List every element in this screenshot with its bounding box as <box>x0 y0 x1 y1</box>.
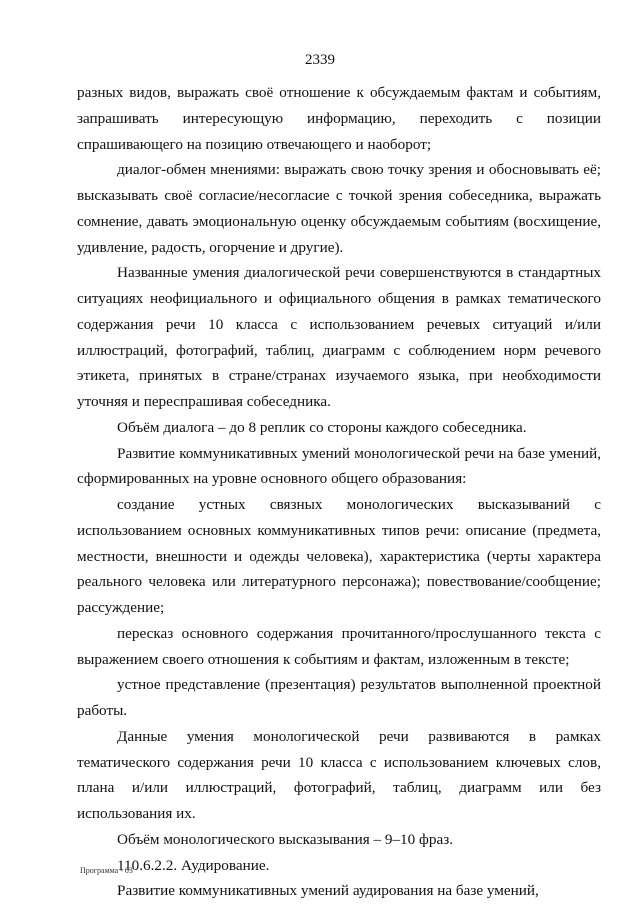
footer-label: Программа - 03 <box>80 866 133 875</box>
paragraph: Объём диалога – до 8 реплик со стороны каждого собеседника. <box>117 418 527 436</box>
paragraph: разных видов, выражать своё отношение к обсуждаемым фактам и событиям, запрашивать интересующую информацию, переходить с позиции спрашивающего на позицию отвечающего и наоборот; <box>77 84 601 153</box>
section-heading: 110.6.2.2. Аудирование. <box>117 856 270 874</box>
paragraph: Данные умения монологической речи развиваются в рамках тематического содержания речи 10 класса с использованием ключевых слов, плана и/или иллюстраций, фотографий, таблиц, диаграмм или без использования их. <box>77 727 601 822</box>
paragraph: создание устных связных монологических высказываний с использованием основных коммуникативных типов речи: описание (предмета, местности, внешности и одежды человека), характеристика (черты характера реального человека или литературного персонажа); повествование/сообщение; рассуждение; <box>77 496 601 616</box>
paragraph: Названные умения диалогической речи совершенствуются в стандартных ситуациях неофициального и официального общения в рамках тематического содержания речи 10 класса с использованием речевых ситуаций и/или иллюстраций, фотографий, таблиц, диаграмм с соблюдением норм речевого этикета, принятых в стране/странах изучаемого языка, при необходимости уточняя и переспрашивая собеседника. <box>77 264 601 410</box>
paragraph: Объём монологического высказывания – 9–10 фраз. <box>117 830 454 848</box>
page-number: 2339 <box>305 52 335 68</box>
paragraph: пересказ основного содержания прочитанного/прослушанного текста с выражением своего отношения к событиям и фактам, изложенным в тексте; <box>77 624 601 668</box>
paragraph: устное представление (презентация) результатов выполненной проектной работы. <box>77 676 601 719</box>
paragraph: Развитие коммуникативных умений монологической речи на базе умений, сформированных на уровне основного общего образования: <box>77 444 601 488</box>
paragraph: диалог-обмен мнениями: выражать свою точку зрения и обосновывать её; высказывать своё согласие/несогласие с точкой зрения собеседника, выражать сомнение, давать эмоциональную оценку обсуждаемым событиям (восхищение, удивление, радость, огорчение и другие). <box>77 161 601 256</box>
paragraph: Развитие коммуникативных умений аудирования на базе умений, <box>117 882 539 900</box>
document-body <box>77 80 601 904</box>
